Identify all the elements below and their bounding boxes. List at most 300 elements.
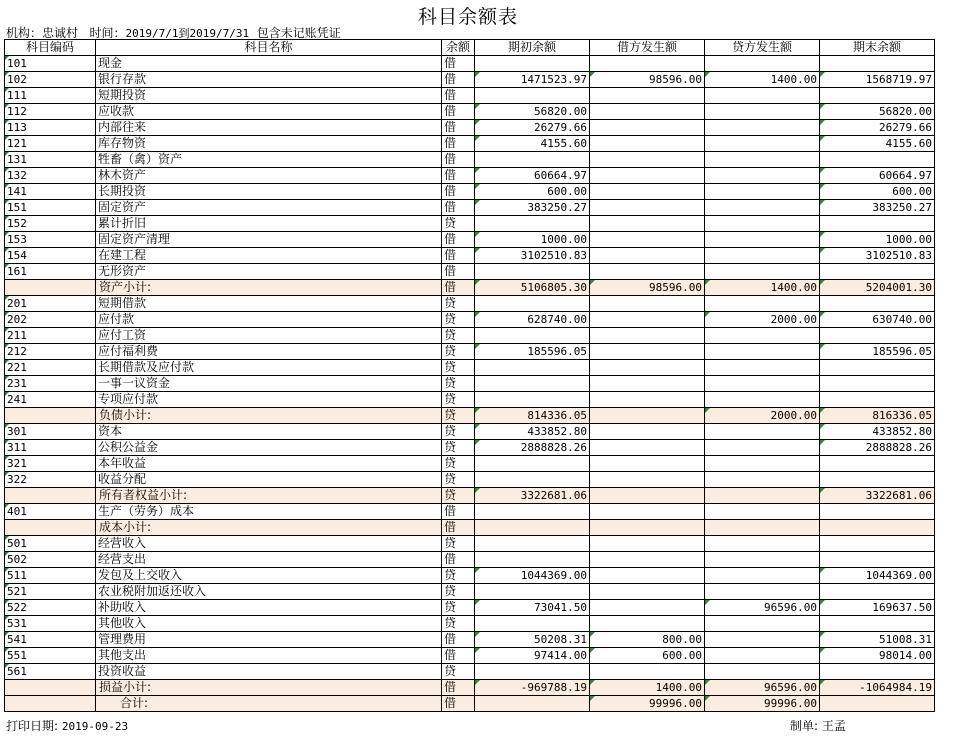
debit-amount: [590, 360, 705, 376]
debit-amount: 600.00: [590, 648, 705, 664]
balance-direction: 贷: [442, 376, 475, 392]
table-row: [5, 552, 935, 568]
account-code: 502: [5, 552, 96, 568]
credit-amount: [705, 328, 820, 344]
balance-direction: 贷: [442, 344, 475, 360]
account-name: 林木资产: [96, 168, 442, 184]
account-name: 银行存款: [96, 72, 442, 88]
print-date-label: 打印日期:: [6, 719, 59, 733]
account-name: 应付福利费: [96, 344, 442, 360]
opening-balance: 814336.05: [475, 408, 590, 424]
subtotal-row: [5, 680, 935, 696]
table-row: [5, 648, 935, 664]
table-row: [5, 632, 935, 648]
table-row: [5, 392, 935, 408]
credit-amount: [705, 424, 820, 440]
table-row: [5, 568, 935, 584]
credit-amount: [705, 88, 820, 104]
closing-balance: 600.00: [820, 184, 935, 200]
opening-balance: 26279.66: [475, 120, 590, 136]
account-code: [5, 280, 96, 296]
balance-direction: 借: [442, 280, 475, 296]
closing-balance: 1000.00: [820, 232, 935, 248]
closing-balance: 1568719.97: [820, 72, 935, 88]
account-code: 511: [5, 568, 96, 584]
opening-balance: [475, 472, 590, 488]
account-name: 资本: [96, 424, 442, 440]
account-name: 库存物资: [96, 136, 442, 152]
subtotal-row: [5, 408, 935, 424]
balance-direction: 贷: [442, 360, 475, 376]
opening-balance: [475, 584, 590, 600]
closing-balance: 4155.60: [820, 136, 935, 152]
table-row: [5, 328, 935, 344]
debit-amount: [590, 232, 705, 248]
closing-balance: [820, 328, 935, 344]
account-code: 153: [5, 232, 96, 248]
account-name: 管理费用: [96, 632, 442, 648]
opening-balance: 383250.27: [475, 200, 590, 216]
table-row: [5, 344, 935, 360]
table-row: [5, 456, 935, 472]
balance-direction: 借: [442, 56, 475, 72]
time-label: 时间：: [89, 26, 126, 40]
account-name: 损益小计:: [96, 680, 442, 696]
balance-direction: 贷: [442, 408, 475, 424]
credit-amount: [705, 664, 820, 680]
closing-balance: [820, 616, 935, 632]
table-row: [5, 536, 935, 552]
balance-direction: 借: [442, 504, 475, 520]
balance-direction: 贷: [442, 328, 475, 344]
closing-balance: [820, 664, 935, 680]
account-code: 202: [5, 312, 96, 328]
debit-amount: [590, 440, 705, 456]
table-row: [5, 600, 935, 616]
balance-direction: 贷: [442, 296, 475, 312]
debit-amount: [590, 424, 705, 440]
closing-balance: 630740.00: [820, 312, 935, 328]
account-name: 现金: [96, 56, 442, 72]
credit-amount: [705, 200, 820, 216]
table-row: [5, 120, 935, 136]
balance-direction: 贷: [442, 216, 475, 232]
account-name: 补助收入: [96, 600, 442, 616]
credit-amount: [705, 520, 820, 536]
credit-amount: [705, 360, 820, 376]
subtotal-row: [5, 520, 935, 536]
table-row: [5, 232, 935, 248]
table-row: [5, 424, 935, 440]
closing-balance: 3322681.06: [820, 488, 935, 504]
account-code: 561: [5, 664, 96, 680]
credit-amount: [705, 248, 820, 264]
table-row: [5, 664, 935, 680]
credit-amount: 99996.00: [705, 696, 820, 712]
account-name: 牲畜（禽）资产: [96, 152, 442, 168]
account-code: 241: [5, 392, 96, 408]
opening-balance: [475, 520, 590, 536]
credit-amount: [705, 184, 820, 200]
account-code: 161: [5, 264, 96, 280]
account-name: 成本小计:: [96, 520, 442, 536]
debit-amount: [590, 376, 705, 392]
closing-balance: [820, 456, 935, 472]
account-name: 投资收益: [96, 664, 442, 680]
table-row: [5, 56, 935, 72]
opening-balance: [475, 88, 590, 104]
balance-direction: 贷: [442, 424, 475, 440]
credit-amount: [705, 376, 820, 392]
maker: [790, 717, 846, 734]
print-date-value: 2019-09-23: [61, 720, 129, 733]
balance-direction: 借: [442, 680, 475, 696]
opening-balance: [475, 696, 590, 712]
balance-direction: 借: [442, 184, 475, 200]
closing-balance: 26279.66: [820, 120, 935, 136]
col-header-closing: 期末余额: [820, 40, 935, 56]
account-name: 应付工资: [96, 328, 442, 344]
balance-direction: 借: [442, 648, 475, 664]
debit-amount: 98596.00: [590, 280, 705, 296]
balance-direction: 借: [442, 520, 475, 536]
credit-amount: [705, 584, 820, 600]
credit-amount: [705, 632, 820, 648]
debit-amount: [590, 616, 705, 632]
debit-amount: [590, 152, 705, 168]
account-name: 经营支出: [96, 552, 442, 568]
opening-balance: 1044369.00: [475, 568, 590, 584]
table-row: [5, 104, 935, 120]
balance-direction: 贷: [442, 456, 475, 472]
account-code: 201: [5, 296, 96, 312]
credit-amount: 2000.00: [705, 408, 820, 424]
table-row: [5, 440, 935, 456]
opening-balance: 2888828.26: [475, 440, 590, 456]
debit-amount: [590, 568, 705, 584]
table-row: [5, 184, 935, 200]
credit-amount: 2000.00: [705, 312, 820, 328]
debit-amount: 800.00: [590, 632, 705, 648]
account-code: [5, 696, 96, 712]
credit-amount: 96596.00: [705, 600, 820, 616]
opening-balance: 3322681.06: [475, 488, 590, 504]
opening-balance: 433852.80: [475, 424, 590, 440]
account-code: 231: [5, 376, 96, 392]
opening-balance: 5106805.30: [475, 280, 590, 296]
maker-name: 王孟: [821, 719, 846, 733]
closing-balance: [820, 696, 935, 712]
credit-amount: [705, 168, 820, 184]
closing-balance: [820, 552, 935, 568]
org-name: 忠诚村: [42, 26, 79, 40]
balance-direction: 借: [442, 72, 475, 88]
balance-direction: 借: [442, 632, 475, 648]
balance-direction: 借: [442, 696, 475, 712]
account-code: 131: [5, 152, 96, 168]
account-name: 固定资产: [96, 200, 442, 216]
closing-balance: 5204001.30: [820, 280, 935, 296]
debit-amount: [590, 472, 705, 488]
balance-direction: 贷: [442, 312, 475, 328]
account-name: 累计折旧: [96, 216, 442, 232]
account-name: 长期投资: [96, 184, 442, 200]
debit-amount: [590, 184, 705, 200]
account-code: 151: [5, 200, 96, 216]
account-code: 522: [5, 600, 96, 616]
debit-amount: [590, 456, 705, 472]
balance-direction: 贷: [442, 536, 475, 552]
opening-balance: -969788.19: [475, 680, 590, 696]
opening-balance: [475, 504, 590, 520]
table-row: [5, 168, 935, 184]
closing-balance: 433852.80: [820, 424, 935, 440]
balance-direction: 借: [442, 264, 475, 280]
account-name: 合计:: [96, 696, 442, 712]
table-row: [5, 584, 935, 600]
account-name: 在建工程: [96, 248, 442, 264]
credit-amount: [705, 232, 820, 248]
account-name: 一事一议资金: [96, 376, 442, 392]
opening-balance: [475, 296, 590, 312]
debit-amount: [590, 600, 705, 616]
table-row: [5, 472, 935, 488]
account-code: 121: [5, 136, 96, 152]
balance-direction: 借: [442, 248, 475, 264]
balance-direction: 借: [442, 168, 475, 184]
account-code: 212: [5, 344, 96, 360]
balance-direction: 贷: [442, 664, 475, 680]
table-row: [5, 88, 935, 104]
debit-amount: [590, 312, 705, 328]
closing-balance: [820, 536, 935, 552]
debit-amount: [590, 88, 705, 104]
opening-balance: [475, 616, 590, 632]
opening-balance: 50208.31: [475, 632, 590, 648]
account-name: 短期投资: [96, 88, 442, 104]
closing-balance: 169637.50: [820, 600, 935, 616]
credit-amount: [705, 104, 820, 120]
account-name: 收益分配: [96, 472, 442, 488]
opening-balance: 4155.60: [475, 136, 590, 152]
balance-direction: 贷: [442, 472, 475, 488]
opening-balance: [475, 152, 590, 168]
account-code: [5, 408, 96, 424]
debit-amount: [590, 664, 705, 680]
table-row: [5, 216, 935, 232]
table-row: [5, 248, 935, 264]
closing-balance: 383250.27: [820, 200, 935, 216]
debit-amount: [590, 296, 705, 312]
account-code: 322: [5, 472, 96, 488]
balance-direction: 贷: [442, 600, 475, 616]
debit-amount: [590, 120, 705, 136]
debit-amount: 99996.00: [590, 696, 705, 712]
account-code: 301: [5, 424, 96, 440]
account-code: 101: [5, 56, 96, 72]
credit-amount: [705, 648, 820, 664]
col-header-opening: 期初余额: [475, 40, 590, 56]
balance-direction: 借: [442, 120, 475, 136]
account-code: 501: [5, 536, 96, 552]
credit-amount: [705, 296, 820, 312]
credit-amount: 1400.00: [705, 72, 820, 88]
account-name: 其他收入: [96, 616, 442, 632]
opening-balance: 56820.00: [475, 104, 590, 120]
col-header-name: 科目名称: [96, 40, 442, 56]
balance-direction: 借: [442, 232, 475, 248]
credit-amount: 1400.00: [705, 280, 820, 296]
credit-amount: [705, 344, 820, 360]
opening-balance: [475, 456, 590, 472]
maker-label: 制单:: [790, 719, 819, 733]
debit-amount: [590, 248, 705, 264]
table-row: [5, 312, 935, 328]
opening-balance: [475, 360, 590, 376]
account-code: 221: [5, 360, 96, 376]
closing-balance: [820, 56, 935, 72]
account-code: 102: [5, 72, 96, 88]
credit-amount: [705, 152, 820, 168]
total-row: [5, 696, 935, 712]
opening-balance: [475, 392, 590, 408]
account-name: 农业税附加返还收入: [96, 584, 442, 600]
balance-direction: 借: [442, 152, 475, 168]
debit-amount: [590, 216, 705, 232]
debit-amount: [590, 168, 705, 184]
opening-balance: 1000.00: [475, 232, 590, 248]
account-name: 公积公益金: [96, 440, 442, 456]
debit-amount: [590, 264, 705, 280]
closing-balance: [820, 264, 935, 280]
opening-balance: [475, 264, 590, 280]
account-code: 111: [5, 88, 96, 104]
account-code: 401: [5, 504, 96, 520]
credit-amount: [705, 216, 820, 232]
account-name: 负债小计:: [96, 408, 442, 424]
account-code: 132: [5, 168, 96, 184]
debit-amount: [590, 520, 705, 536]
account-name: 生产（劳务）成本: [96, 504, 442, 520]
col-header-direction: 余额: [442, 40, 475, 56]
balance-direction: 借: [442, 200, 475, 216]
col-header-debit: 借方发生额: [590, 40, 705, 56]
closing-balance: 185596.05: [820, 344, 935, 360]
opening-balance: [475, 376, 590, 392]
table-row: [5, 296, 935, 312]
account-code: 531: [5, 616, 96, 632]
account-name: 固定资产清理: [96, 232, 442, 248]
balance-direction: 贷: [442, 392, 475, 408]
opening-balance: 97414.00: [475, 648, 590, 664]
closing-balance: [820, 216, 935, 232]
table-row: [5, 264, 935, 280]
table-row: [5, 200, 935, 216]
account-name: 资产小计:: [96, 280, 442, 296]
debit-amount: [590, 56, 705, 72]
account-name: 专项应付款: [96, 392, 442, 408]
closing-balance: 1044369.00: [820, 568, 935, 584]
balance-direction: 借: [442, 136, 475, 152]
account-code: 551: [5, 648, 96, 664]
credit-amount: [705, 472, 820, 488]
credit-amount: [705, 616, 820, 632]
closing-balance: [820, 88, 935, 104]
credit-amount: [705, 568, 820, 584]
account-code: [5, 488, 96, 504]
opening-balance: 1471523.97: [475, 72, 590, 88]
table-row: [5, 152, 935, 168]
balance-direction: 贷: [442, 488, 475, 504]
subtotal-row: [5, 488, 935, 504]
table-row: [5, 360, 935, 376]
account-name: 发包及上交收入: [96, 568, 442, 584]
credit-amount: [705, 536, 820, 552]
report-title: 科目余额表: [417, 6, 518, 28]
closing-balance: [820, 504, 935, 520]
closing-balance: [820, 584, 935, 600]
debit-amount: [590, 504, 705, 520]
account-name: 经营收入: [96, 536, 442, 552]
account-name: 应付款: [96, 312, 442, 328]
unposted-note: 包含未记账凭证: [256, 26, 341, 40]
closing-balance: [820, 392, 935, 408]
subtotal-row: [5, 280, 935, 296]
account-name: 所有者权益小计:: [96, 488, 442, 504]
credit-amount: [705, 504, 820, 520]
account-code: 211: [5, 328, 96, 344]
account-code: 311: [5, 440, 96, 456]
account-name: 短期借款: [96, 296, 442, 312]
account-name: 本年收益: [96, 456, 442, 472]
account-code: [5, 680, 96, 696]
account-code: 154: [5, 248, 96, 264]
closing-balance: [820, 520, 935, 536]
credit-amount: [705, 136, 820, 152]
closing-balance: 2888828.26: [820, 440, 935, 456]
closing-balance: 56820.00: [820, 104, 935, 120]
closing-balance: 816336.05: [820, 408, 935, 424]
balance-direction: 借: [442, 552, 475, 568]
table-row: [5, 72, 935, 88]
debit-amount: [590, 104, 705, 120]
credit-amount: [705, 264, 820, 280]
debit-amount: [590, 488, 705, 504]
closing-balance: 51008.31: [820, 632, 935, 648]
table-row: [5, 376, 935, 392]
opening-balance: 73041.50: [475, 600, 590, 616]
debit-amount: [590, 328, 705, 344]
balance-table: [4, 39, 935, 712]
account-name: 其他支出: [96, 648, 442, 664]
table-row: [5, 504, 935, 520]
balance-direction: 贷: [442, 616, 475, 632]
credit-amount: [705, 392, 820, 408]
table-row: [5, 616, 935, 632]
debit-amount: [590, 392, 705, 408]
col-header-code: 科目编码: [5, 40, 96, 56]
closing-balance: [820, 360, 935, 376]
debit-amount: [590, 200, 705, 216]
closing-balance: [820, 152, 935, 168]
balance-direction: 贷: [442, 440, 475, 456]
period-range: 2019/7/1到2019/7/31: [125, 27, 250, 40]
credit-amount: [705, 488, 820, 504]
debit-amount: [590, 136, 705, 152]
opening-balance: 60664.97: [475, 168, 590, 184]
account-name: 应收款: [96, 104, 442, 120]
credit-amount: [705, 440, 820, 456]
